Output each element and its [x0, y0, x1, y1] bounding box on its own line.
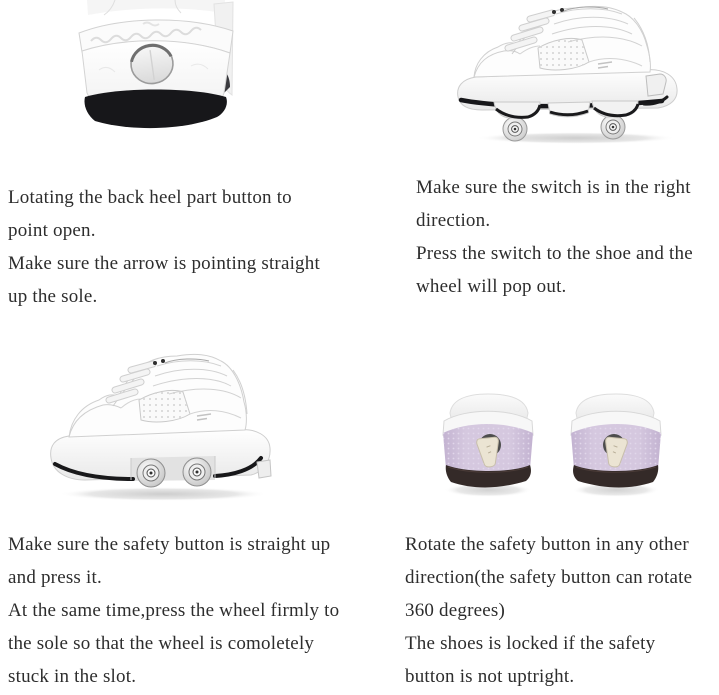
caption-step-2	[416, 171, 716, 303]
caption-line: direction.	[416, 210, 491, 231]
outsole-black	[84, 90, 226, 129]
caption-line: At the same time,press the wheel firmly to	[8, 600, 340, 621]
lace-tip	[161, 359, 165, 363]
caption-step-3	[8, 528, 378, 693]
rear-wheel	[183, 458, 211, 486]
caption-line: point open.	[8, 220, 96, 241]
caption-line: Make sure the switch is in the right	[416, 177, 691, 198]
caption-line: up the sole.	[8, 286, 98, 307]
caption-step-4	[405, 528, 719, 693]
heel-switch-tab	[257, 460, 271, 478]
caption-line: button is not uptright.	[405, 666, 575, 687]
front-wheel	[137, 459, 165, 487]
sneaker-wheels-retracted-photo	[45, 348, 273, 503]
caption-line: stuck in the slot.	[8, 666, 137, 687]
heel-pair-safety-button-photo	[435, 390, 675, 505]
caption-step-1	[8, 181, 368, 313]
caption-line: Make sure the safety button is straight up	[8, 534, 331, 555]
lace-tip	[153, 361, 157, 365]
caption-line: The shoes is locked if the safety	[405, 633, 656, 654]
heel-switch-tab	[646, 74, 666, 96]
rear-wheel	[601, 115, 625, 139]
shoe-upper-fragment	[87, 0, 225, 15]
caption-line: 360 degrees)	[405, 600, 505, 621]
caption-line: Rotate the safety button in any other	[405, 534, 689, 555]
ground-shadow	[58, 487, 268, 501]
caption-line: the sole so that the wheel is comoletely	[8, 633, 315, 654]
caption-line: wheel will pop out.	[416, 276, 567, 297]
left-heel	[443, 394, 533, 497]
front-wheel	[503, 117, 527, 141]
caption-line: Lotating the back heel part button to	[8, 187, 292, 208]
caption-line: Press the switch to the shoe and the	[416, 243, 693, 264]
sneaker-wheels-out-photo	[448, 2, 696, 145]
caption-line: direction(the safety button can rotate	[405, 567, 693, 588]
lace-tip	[560, 8, 564, 12]
caption-line: Make sure the arrow is pointing straight	[8, 253, 320, 274]
caption-line: and press it.	[8, 567, 102, 588]
lace-tip	[552, 10, 556, 14]
right-heel	[571, 394, 661, 497]
heel-bottom-button-photo	[73, 0, 240, 140]
